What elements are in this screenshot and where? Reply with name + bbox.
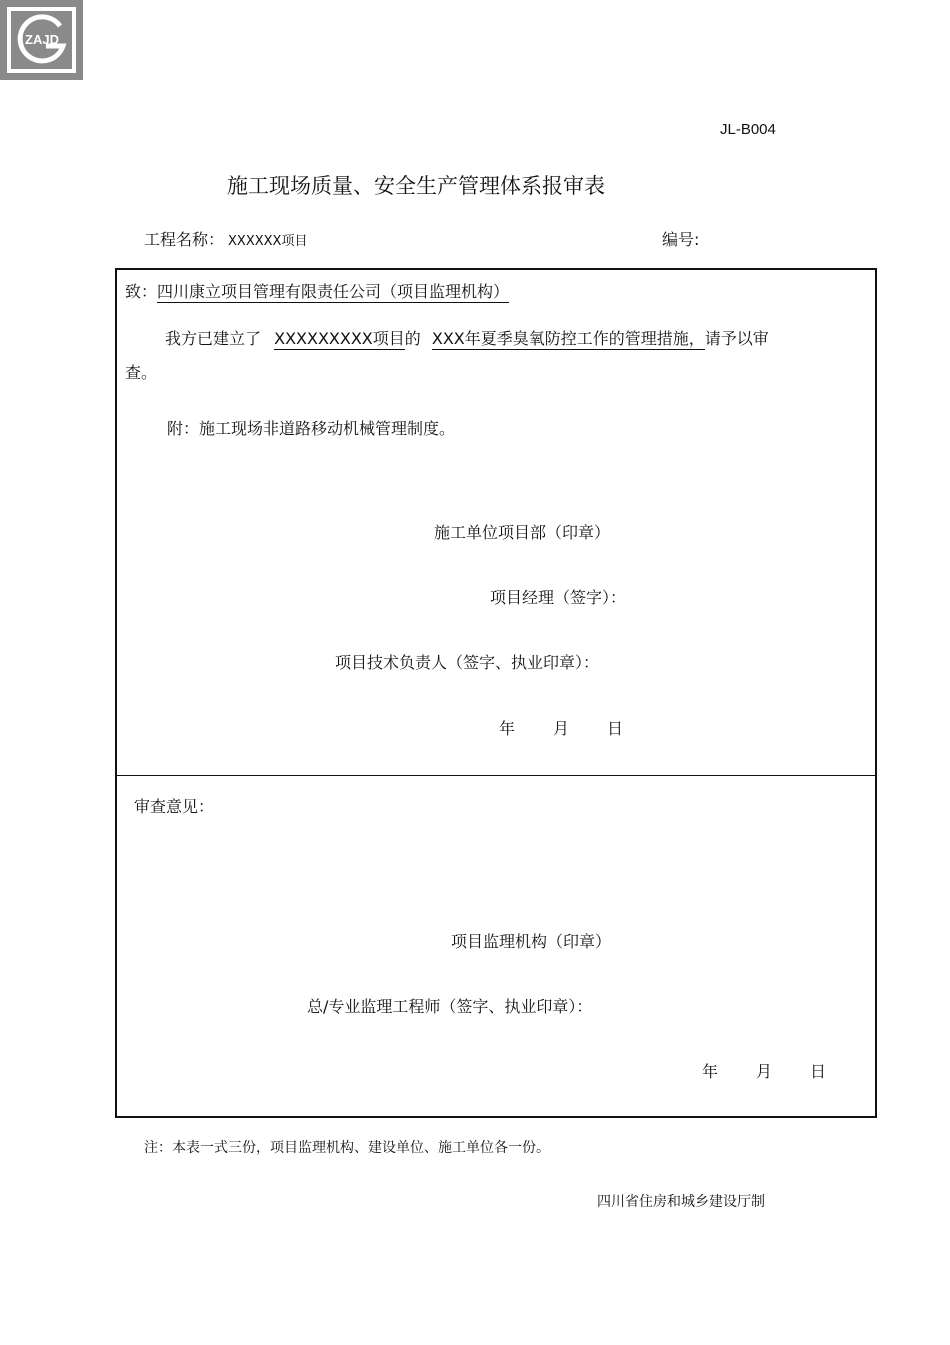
logo-text: ZAJD — [25, 32, 59, 47]
intro-text: 我方已建立了 — [165, 329, 262, 348]
date-year-label: 年 — [499, 719, 516, 738]
serial-number-label: 编号: — [662, 230, 700, 249]
date-month-label: 月 — [553, 719, 570, 738]
supervision-seal-label: 项目监理机构（印章） — [451, 932, 612, 951]
section-divider — [117, 775, 875, 776]
project-name-value: XXXXXX项目 — [228, 234, 308, 249]
project-blank: XXXXXXXXX项目 — [274, 329, 405, 348]
zajd-logo — [0, 0, 83, 80]
to-label: 致： — [125, 282, 158, 301]
technical-lead-signature-label: 项目技术负责人（签字、执业印章）： — [335, 653, 600, 672]
item-blank: XXX年夏季臭氧防控工作的管理措施， — [431, 329, 705, 348]
date-month-label: 月 — [756, 1062, 773, 1081]
date-day-label: 日 — [810, 1062, 827, 1081]
form-code: JL-B004 — [720, 121, 776, 138]
footnote: 注：本表一式三份，项目监理机构、建设单位、施工单位各一份。 — [144, 1140, 550, 1156]
submission-date — [499, 716, 623, 739]
contractor-seal-label: 施工单位项目部（印章） — [434, 523, 611, 542]
connector-text: 的 — [404, 329, 421, 348]
attachment-line: 附：施工现场非道路移动机械管理制度。 — [167, 419, 456, 438]
project-name-label: 工程名称： — [144, 230, 225, 249]
submission-statement — [165, 326, 769, 349]
review-opinion-label: 审查意见： — [134, 797, 215, 816]
publisher: 四川省住房和城乡建设厅制 — [597, 1194, 765, 1210]
date-year-label: 年 — [702, 1062, 719, 1081]
submission-statement-cont: 查。 — [125, 363, 158, 382]
request-text: 请予以审 — [704, 329, 769, 348]
addressee-line — [125, 279, 509, 302]
project-manager-signature-label: 项目经理（签字）： — [490, 588, 627, 607]
project-name-line — [144, 227, 307, 250]
review-date — [702, 1059, 826, 1082]
page-title: 施工现场质量、安全生产管理体系报审表 — [227, 174, 605, 198]
addressee: 四川康立项目管理有限责任公司（项目监理机构） — [157, 282, 510, 301]
date-day-label: 日 — [607, 719, 624, 738]
engineer-signature-label: 总/专业监理工程师（签字、执业印章）： — [307, 997, 593, 1016]
form-table — [115, 268, 877, 1118]
